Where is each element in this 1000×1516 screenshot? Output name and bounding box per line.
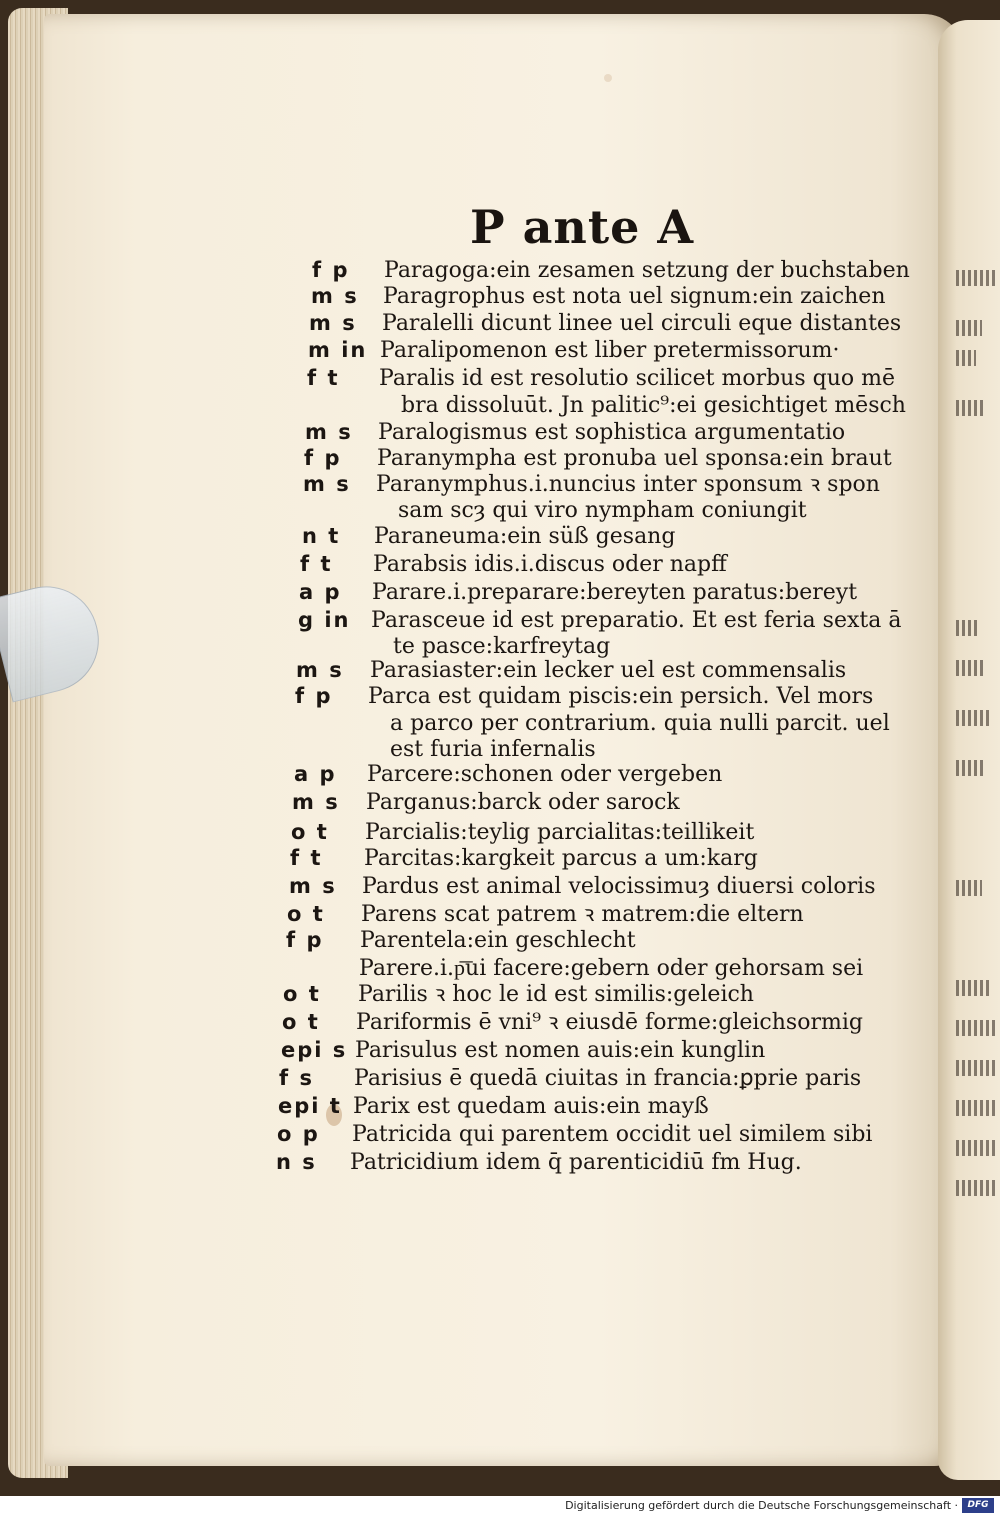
entry-grammar-tag: f p [304, 446, 342, 470]
entry-text: Parens scat patrem ꝛ matrem:die eltern [361, 902, 804, 927]
entry-text: Paranymphus.i.nuncius inter sponsum ꝛ spon [376, 472, 880, 497]
footer-bar [0, 1496, 1000, 1516]
entry-text: Paragrophus est nota uel signum:ein zaichen [383, 284, 886, 309]
page-heading: P ante A [470, 200, 695, 254]
entry-text: Parentela:ein geschlecht [360, 928, 636, 953]
entry-text: Patricidium idem q̄ parenticidiū fm Hug. [350, 1150, 802, 1175]
entry-grammar-tag: m s [305, 420, 353, 444]
entry-text: Pariformis ē vni⁹ ꝛ eiusdē forme:gleichsormig [356, 1010, 863, 1035]
paper-spot [604, 74, 612, 82]
entry-grammar-tag: f s [279, 1066, 314, 1090]
entry-grammar-tag: epi t [278, 1094, 342, 1118]
entry-text: Parasceue id est preparatio. Et est feria sexta ā [371, 608, 902, 633]
entry-grammar-tag: f t [307, 366, 340, 390]
entry-text: Parilis ꝛ hoc le id est similis:geleich [358, 982, 754, 1007]
entry-grammar-tag: a p [299, 580, 342, 604]
entry-grammar-tag: f p [286, 928, 324, 952]
entry-grammar-tag: m s [289, 874, 337, 898]
entry-continuation: bra dissoluūt. Jn palitic⁹:ei gesichtiget mēsch [401, 393, 906, 418]
entry-text: Parasiaster:ein lecker uel est commensalis [370, 658, 847, 683]
entry-text: Parcere:schonen oder vergeben [367, 762, 723, 787]
funding-credit: Digitalisierung gefördert durch die Deutsche Forschungsgemeinschaft · [565, 1499, 958, 1512]
entry-grammar-tag: f p [295, 684, 333, 708]
entry-grammar-tag: a p [294, 762, 337, 786]
entry-text: Parisulus est nomen auis:ein kunglin [355, 1038, 766, 1063]
entry-text: Patricida qui parentem occidit uel similem sibi [352, 1122, 873, 1147]
entry-text: Parisius ē quedā ciuitas in francia:ꝑprie paris [354, 1066, 862, 1091]
entry-text: Parere.i.p͞ui facere:gebern oder gehorsam sei [359, 956, 864, 981]
entry-text: Paragoga:ein zesamen setzung der buchstaben [384, 258, 910, 283]
entry-grammar-tag: o p [277, 1122, 320, 1146]
entry-grammar-tag: m s [309, 311, 357, 335]
entry-text: Pardus est animal velocissimuȝ diuersi coloris [362, 874, 876, 899]
entry-continuation: te pasce:karfreytag [393, 634, 611, 659]
entry-text: Parcitas:kargkeit parcus a um:karg [364, 846, 758, 871]
entry-continuation: a parco per contrarium. quia nulli parcit. uel [390, 711, 890, 736]
entry-text: Parabsis idis.i.discus oder napff [373, 552, 727, 577]
entry-grammar-tag: o t [291, 820, 329, 844]
facing-page-edge [938, 20, 1000, 1480]
entry-grammar-tag: m s [311, 284, 359, 308]
entry-continuation: est furia infernalis [390, 737, 596, 762]
entry-grammar-tag: o t [282, 1010, 320, 1034]
entry-grammar-tag: m in [308, 338, 368, 362]
entry-grammar-tag: g in [298, 608, 351, 632]
entry-grammar-tag: f t [300, 552, 333, 576]
entry-grammar-tag: m s [303, 472, 351, 496]
entry-grammar-tag: epi s [281, 1038, 348, 1062]
entry-grammar-tag: f t [290, 846, 323, 870]
entry-text: Parganus:barck oder sarock [366, 790, 680, 815]
entry-text: Parix est quedam auis:ein mayß [353, 1094, 709, 1119]
entry-text: Parare.i.preparare:bereyten paratus:bereyt [372, 580, 858, 605]
entry-grammar-tag: m s [296, 658, 344, 682]
entry-text: Paralelli dicunt linee uel circuli eque distantes [382, 311, 902, 336]
entry-grammar-tag: m s [292, 790, 340, 814]
entry-text: Paraneuma:ein süß gesang [374, 524, 676, 549]
entry-continuation: sam scȝ qui viro nympham coniungit [398, 498, 807, 523]
entry-text: Paralipomenon est liber pretermissorum· [380, 338, 840, 363]
dfg-logo: DFG [962, 1498, 994, 1513]
entry-text: Parca est quidam piscis:ein persich. Vel mors [368, 684, 874, 709]
entry-text: Paralis id est resolutio scilicet morbus quo mē [379, 366, 895, 391]
entry-grammar-tag: n t [302, 524, 341, 548]
entry-grammar-tag: o t [287, 902, 325, 926]
entry-text: Paranympha est pronuba uel sponsa:ein braut [377, 446, 892, 471]
entry-grammar-tag: n s [276, 1150, 317, 1174]
entry-grammar-tag: o t [283, 982, 321, 1006]
entry-grammar-tag: f p [312, 258, 350, 282]
entry-text: Parcialis:teylig parcialitas:teillikeit [365, 820, 755, 845]
entry-text: Paralogismus est sophistica argumentatio [378, 420, 846, 445]
